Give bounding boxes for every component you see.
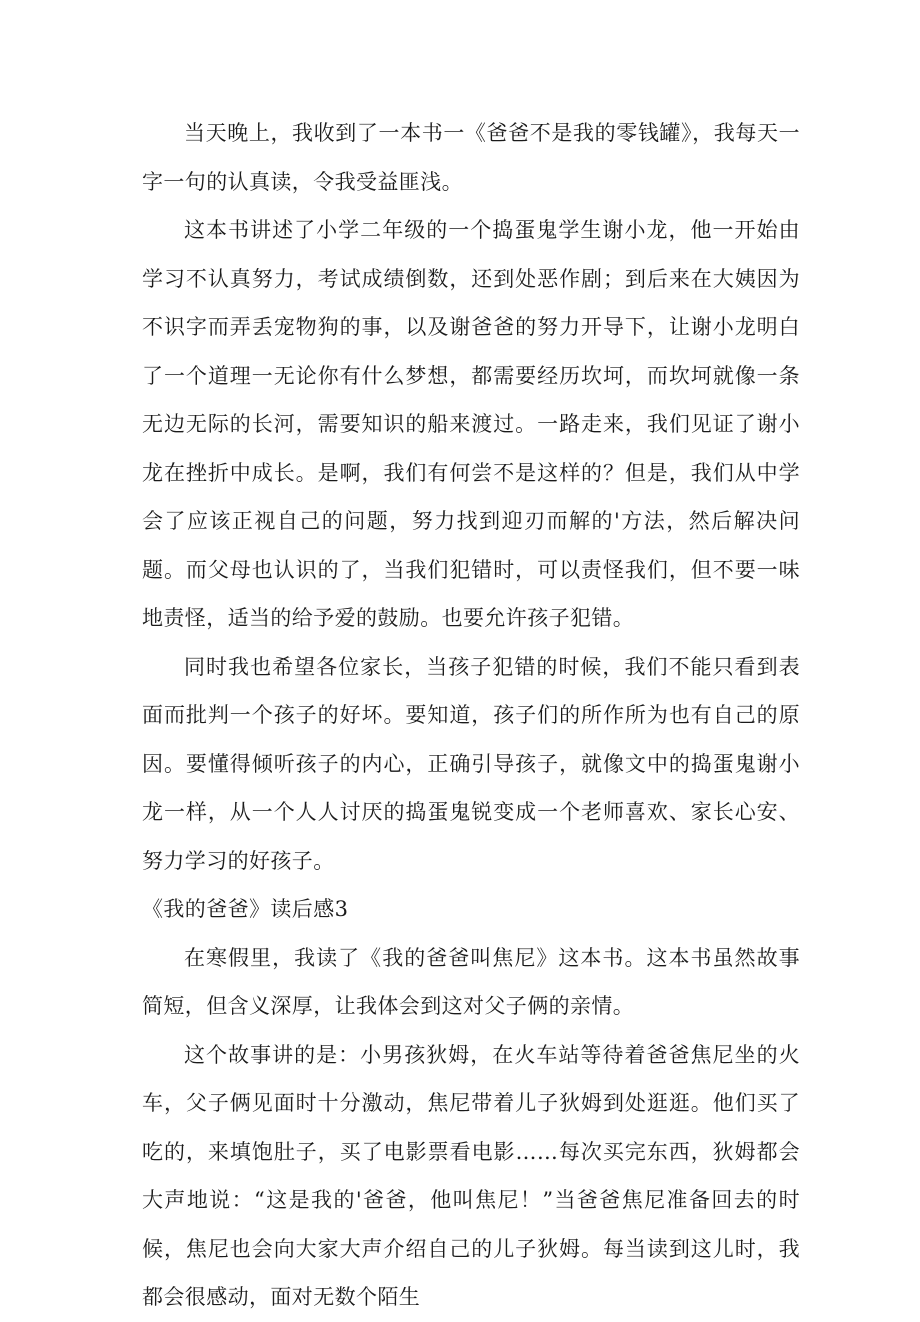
paragraph-2: 这本书讲述了小学二年级的一个捣蛋鬼学生谢小龙，他一开始由学习不认真努力，考试成绩倒数，还到处恶作剧；到后来在大姨因为不识字而弄丢宠物狗的事，以及谢爸爸的努力开导下，让谢小龙明白了一个道理一无论你有什么梦想，都需要经历坎坷，而坎坷就像一条无边无际的长河，需要知识的船来渡过。一路走来，我们见证了谢小龙在挫折中成长。是啊，我们有何尝不是这样的？但是，我们从中学会了应该正视自己的问题，努力找到迎刃而解的'方法，然后解决问题。而父母也认识的了，当我们犯错时，可以责怪我们，但不要一味地责怪，适当的给予爱的鼓励。也要允许孩子犯错。 (142, 218, 800, 630)
paragraph-4: 在寒假里，我读了《我的爸爸叫焦尼》这本书。这本书虽然故事简短，但含义深厚，让我体会到这对父子俩的亲情。 (142, 945, 800, 1018)
section-heading: 《我的爸爸》读后感3 (142, 897, 349, 921)
paragraph-3: 同时我也希望各位家长，当孩子犯错的时候，我们不能只看到表面而批判一个孩子的好坏。要知道，孩子们的所作所为也有自己的原因。要懂得倾听孩子的内心，正确引导孩子，就像文中的捣蛋鬼谢小龙一样，从一个人人讨厌的捣蛋鬼锐变成一个老师喜欢、家长心安、努力学习的好孩子。 (142, 654, 800, 873)
paragraph-5: 这个故事讲的是：小男孩狄姆，在火车站等待着爸爸焦尼坐的火车，父子俩见面时十分激动，焦尼带着儿子狄姆到处逛逛。他们买了吃的，来填饱肚子，买了电影票看电影……每次买完东西，狄姆都会大声地说：“这是我的'爸爸，他叫焦尼！”当爸爸焦尼准备回去的时候，焦尼也会向大家大声介绍自己的儿子狄姆。每当读到这儿时，我都会很感动，面对无数个陌生 (142, 1042, 800, 1309)
paragraph-1: 当天晚上，我收到了一本书一《爸爸不是我的零钱罐》，我每天一字一句的认真读，令我受益匪浅。 (142, 121, 800, 194)
